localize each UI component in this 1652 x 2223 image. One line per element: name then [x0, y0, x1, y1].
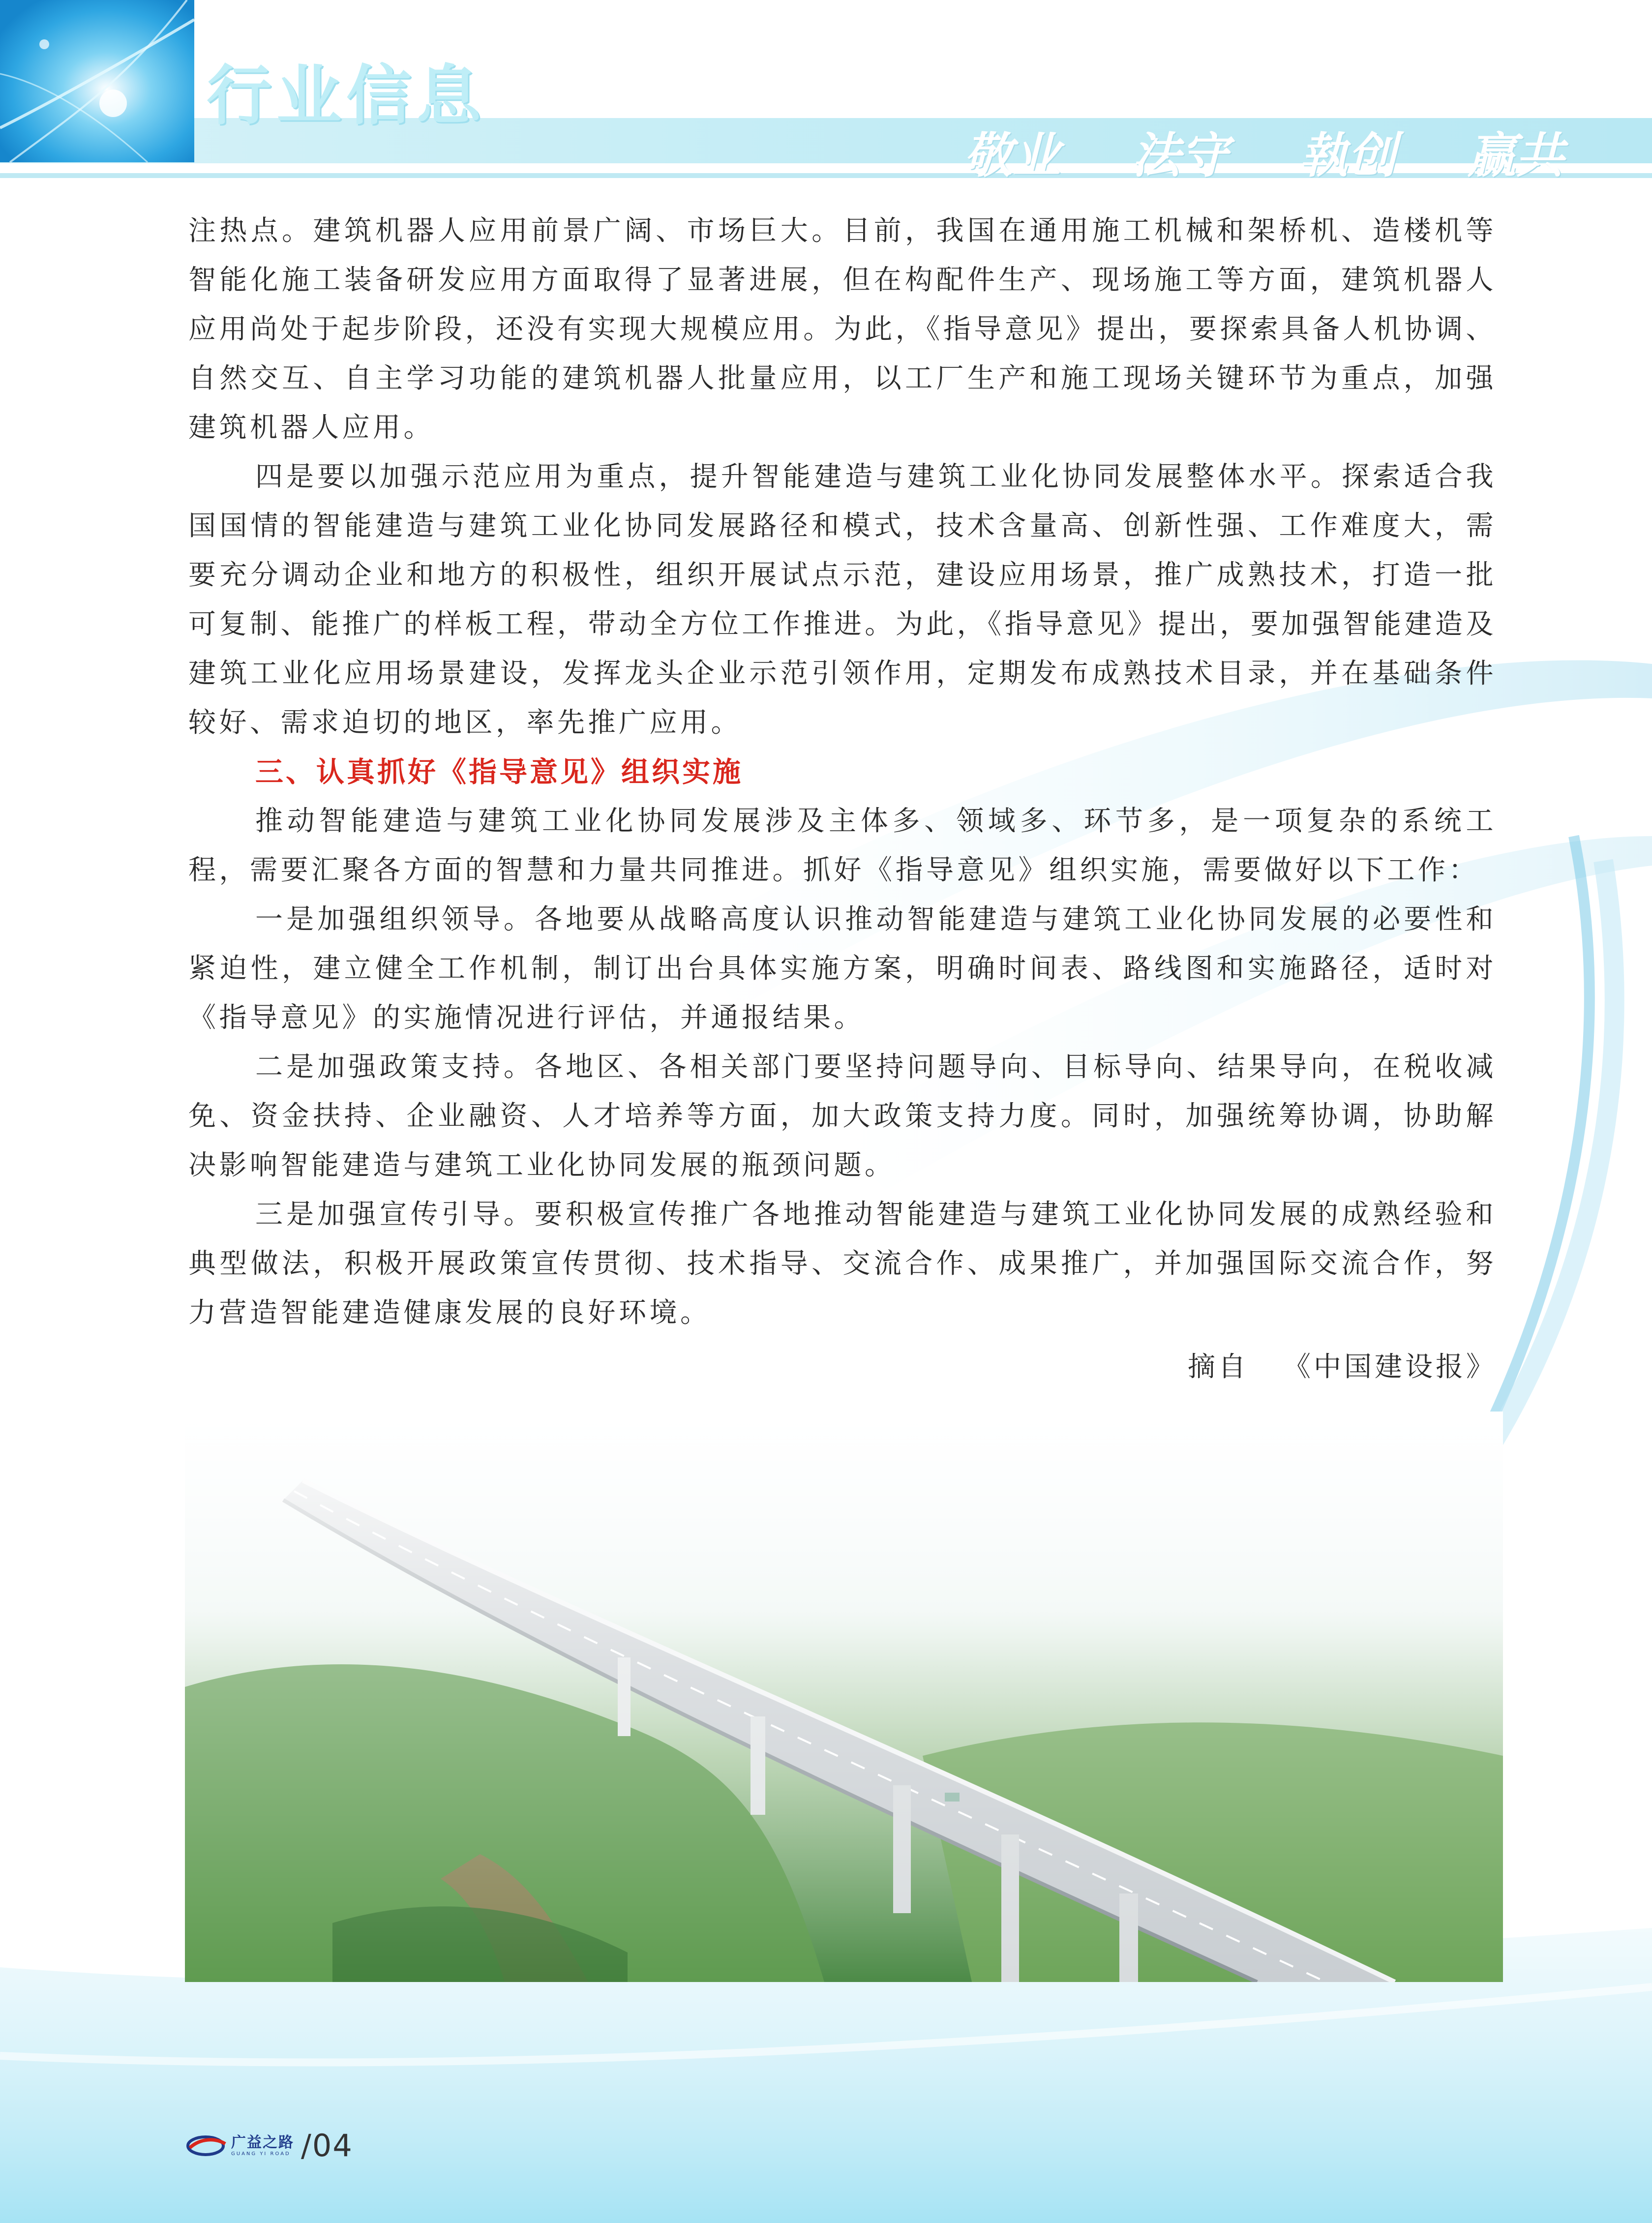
header-orb-graphic	[0, 0, 194, 162]
logo-swirl-icon	[186, 2133, 228, 2159]
source-attribution	[1188, 1343, 1497, 1392]
slogan-word: 執创	[1299, 127, 1396, 184]
paragraph: 四是要以加强示范应用为重点，提升智能建造与建筑工业化协同发展整体水平。探索适合我国国情的智能建造与建筑工业化协同发展路径和模式，技术含量高、创新性强、工作难度大，需要充分调动企业和地方的积极性，组织开展试点示范，建设应用场景，推广成熟技术，打造一批可复制、能推广的样板工程，带动全方位工作推进。为此，《指导意见》提出，要加强智能建造及建筑工业化应用场景建设，发挥龙头企业示范引领作用，定期发布成熟技术目录，并在基础条件较好、需求迫切的地区，率先推广应用。	[188, 461, 1497, 739]
article-body	[188, 207, 1497, 1338]
slogan-word: 赢共	[1467, 127, 1564, 184]
source-prefix: 摘自	[1188, 1351, 1249, 1383]
page-number: /04	[301, 2128, 353, 2163]
slogan	[964, 117, 1564, 186]
logo-subtitle: GUANG YI ROAD	[231, 2151, 291, 2157]
paragraph: 推动智能建造与建筑工业化协同发展涉及主体多、领域多、环节多，是一项复杂的系统工程，需要汇聚各方面的智慧和力量共同推进。抓好《指导意见》组织实施，需要做好以下工作：	[188, 805, 1497, 886]
section-heading: 三、认真抓好《指导意见》组织实施	[255, 756, 743, 788]
slogan-word: 法守	[1132, 127, 1229, 184]
paragraph: 二是加强政策支持。各地区、各相关部门要坚持问题导向、目标导向、结果导向，在税收减免、资金扶持、企业融资、人才培养等方面，加大政策支持力度。同时，加强统筹协调，协助解决影响智能建造与建筑工业化协同发展的瓶颈问题。	[188, 1051, 1497, 1181]
paragraph: 一是加强组织领导。各地要从战略高度认识推动智能建造与建筑工业化协同发展的必要性和紧迫性，建立健全工作机制，制订出台具体实施方案，明确时间表、路线图和实施路径，适时对《指导意见》的实施情况进行评估，并通报结果。	[188, 903, 1497, 1034]
slogan-word: 敬业	[964, 127, 1061, 184]
logo-name: 广益之路	[231, 2133, 294, 2151]
paragraph: 三是加强宣传引导。要积极宣传推广各地推动智能建造与建筑工业化协同发展的成熟经验和典型做法，积极开展政策宣传贯彻、技术指导、交流合作、成果推广，并加强国际交流合作，努力营造智能建造健康发展的良好环境。	[188, 1199, 1497, 1329]
highway-bridge-photo	[185, 1412, 1503, 1982]
section-title: 行业信息	[207, 58, 486, 134]
paragraph: 注热点。建筑机器人应用前景广阔、市场巨大。目前，我国在通用施工机械和架桥机、造楼机等智能化施工装备研发应用方面取得了显著进展，但在构配件生产、现场施工等方面，建筑机器人应用尚处于起步阶段，还没有实现大规模应用。为此，《指导意见》提出，要探索具备人机协调、自然交互、自主学习功能的建筑机器人批量应用，以工厂生产和施工现场关键环节为重点，加强建筑机器人应用。	[188, 215, 1497, 444]
footer-logo	[186, 2128, 353, 2163]
source-name: 《中国建设报》	[1283, 1351, 1497, 1383]
